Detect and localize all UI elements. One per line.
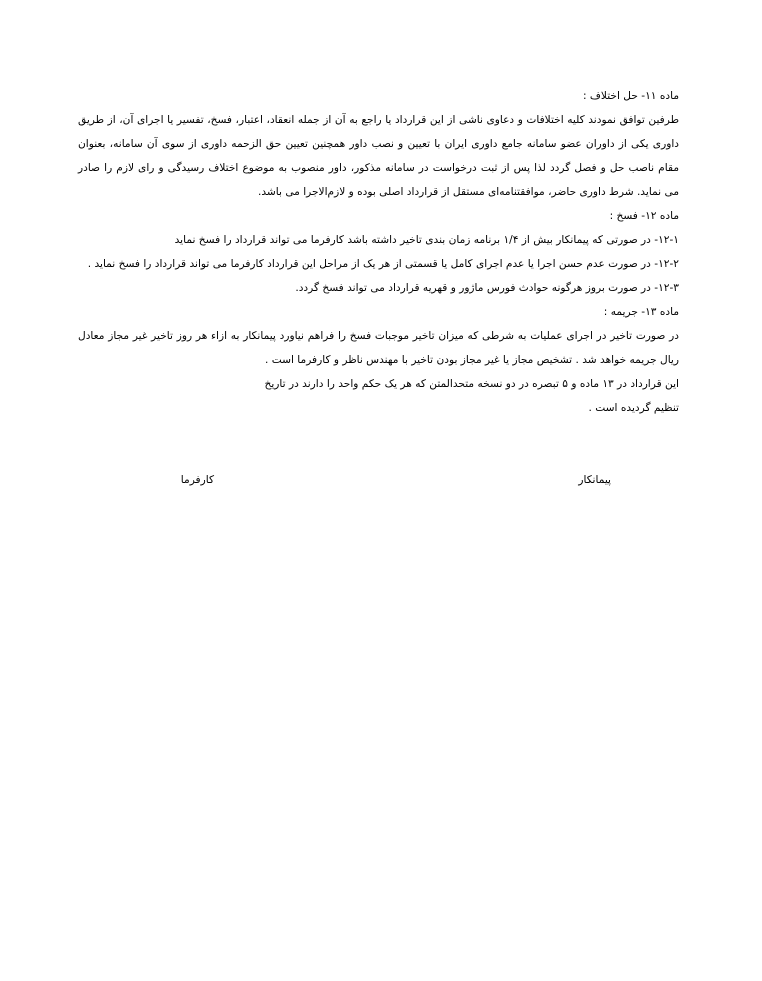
closing-line-2: تنظیم گردیده است . [588, 402, 679, 414]
article-12-clause-1: ۱۲-۱- در صورتی که پیمانکار بیش از ۱/۴ برنامه زمان بندی تاخیر داشته باشد کارفرما می تواند قرارداد را فسخ نماید [174, 234, 679, 246]
signature-block [0, 468, 762, 492]
article-13-body: در صورت تاخیر در اجرای عملیات به شرطی که میزان تاخیر موجبات فسخ را فراهم نیاورد پیمانکار به ازاء هر روز تاخیر غیر مجاز معادل ریال جریمه خواهد شد . تشخیص مجاز یا غیر مجاز بودن تاخیر با مهندس ناظر و کارفرما است . [78, 330, 679, 366]
employer-signature-label: کارفرما [180, 474, 214, 486]
article-12-heading: ماده ۱۲- فسخ : [609, 210, 679, 222]
contractor-signature-label: پیمانکار [578, 474, 611, 486]
closing-line-1: این قرارداد در ۱۳ ماده و ۵ تبصره در دو نسخه متحدالمتن که هر یک حکم واحد را دارند در تاریخ [264, 378, 679, 390]
article-13-heading: ماده ۱۳- جریمه : [603, 306, 679, 318]
contract-text [78, 84, 679, 420]
article-11-heading: ماده ۱۱- حل اختلاف : [583, 90, 679, 102]
article-12-clause-3: ۱۲-۳- در صورت بروز هرگونه حوادث فورس ماژور و قهریه قرارداد می تواند فسخ گردد. [295, 282, 679, 294]
article-12-clause-2: ۱۲-۲- در صورت عدم حسن اجرا یا عدم اجرای کامل یا قسمتی از هر یک از مراحل این قرارداد کارفرما می تواند قرارداد را فسخ نماید . [87, 258, 679, 270]
article-11-body: طرفین توافق نمودند کلیه اختلافات و دعاوی ناشی از این قرارداد یا راجع به آن از جمله انعقاد، اعتبار، فسخ، تفسیر یا اجرای آن، از طریق داوری یکی از داوران عضو سامانه جامع داوری ایران با تعیین و نصب داور همچنین تعیین حق الزحمه داوری از سوی آن سامانه، بعنوان مقام ناصب حل و فصل گردد لذا پس از ثبت درخواست در سامانه مذکور، داور منصوب به موضوع اختلاف رسیدگی و رای لازم را صادر می نماید. شرط داوری حاضر، موافقتنامه‌ای مستقل از قرارداد اصلی بوده و لازم‌الاجرا می باشد. [78, 114, 679, 198]
